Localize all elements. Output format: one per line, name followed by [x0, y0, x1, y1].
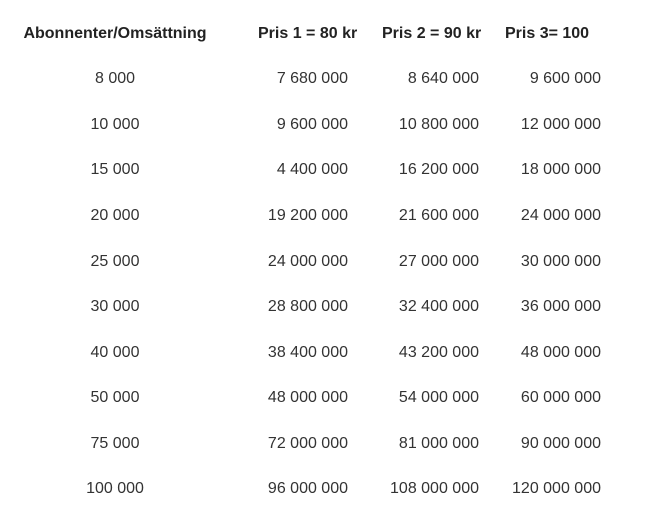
table-row	[0, 429, 645, 459]
cell-subscribers: 15 000	[90, 161, 140, 178]
cell-price-3: 90 000 000	[520, 435, 601, 452]
cell-price-1: 4 400 000	[276, 161, 348, 178]
header-price-1: Pris 1 = 80 kr	[258, 25, 358, 42]
cell-price-1: 19 200 000	[267, 207, 348, 224]
cell-price-1: 96 000 000	[267, 480, 348, 497]
cell-subscribers: 30 000	[90, 298, 140, 315]
cell-price-2: 81 000 000	[398, 435, 479, 452]
table-row	[0, 201, 645, 231]
cell-price-1: 24 000 000	[267, 253, 348, 270]
cell-price-2: 10 800 000	[398, 116, 479, 133]
header-price-3: Pris 3= 100	[505, 25, 590, 42]
cell-price-3: 18 000 000	[520, 161, 601, 178]
cell-price-1: 72 000 000	[267, 435, 348, 452]
table-row	[0, 383, 645, 413]
cell-price-3: 12 000 000	[520, 116, 601, 133]
cell-price-3: 24 000 000	[520, 207, 601, 224]
cell-subscribers: 75 000	[90, 435, 140, 452]
cell-subscribers: 20 000	[90, 207, 140, 224]
cell-price-2: 54 000 000	[398, 389, 479, 406]
cell-price-3: 30 000 000	[520, 253, 601, 270]
table-row	[0, 64, 645, 94]
cell-price-1: 48 000 000	[267, 389, 348, 406]
table-row	[0, 155, 645, 185]
cell-price-2: 32 400 000	[398, 298, 479, 315]
cell-subscribers: 8 000	[94, 70, 136, 87]
cell-subscribers: 50 000	[90, 389, 140, 406]
cell-subscribers: 25 000	[90, 253, 140, 270]
cell-price-3: 120 000 000	[512, 480, 601, 497]
cell-price-2: 43 200 000	[398, 344, 479, 361]
cell-price-2: 16 200 000	[398, 161, 479, 178]
header-price-2: Pris 2 = 90 kr	[382, 25, 482, 42]
cell-price-1: 38 400 000	[267, 344, 348, 361]
table-row	[0, 338, 645, 368]
cell-price-1: 28 800 000	[267, 298, 348, 315]
table-header-row	[0, 19, 645, 49]
cell-subscribers: 10 000	[90, 116, 140, 133]
cell-price-1: 7 680 000	[276, 70, 348, 87]
cell-price-3: 60 000 000	[520, 389, 601, 406]
cell-price-3: 48 000 000	[520, 344, 601, 361]
cell-subscribers: 100 000	[86, 480, 144, 497]
header-subscribers: Abonnenter/Omsättning	[23, 25, 207, 42]
cell-price-3: 9 600 000	[529, 70, 601, 87]
cell-price-2: 21 600 000	[398, 207, 479, 224]
table-row	[0, 474, 645, 504]
table-row	[0, 247, 645, 277]
cell-subscribers: 40 000	[90, 344, 140, 361]
table-row	[0, 110, 645, 140]
cell-price-2: 27 000 000	[398, 253, 479, 270]
cell-price-2: 8 640 000	[407, 70, 479, 87]
cell-price-1: 9 600 000	[276, 116, 348, 133]
table-row	[0, 292, 645, 322]
cell-price-3: 36 000 000	[520, 298, 601, 315]
cell-price-2: 108 000 000	[390, 480, 479, 497]
